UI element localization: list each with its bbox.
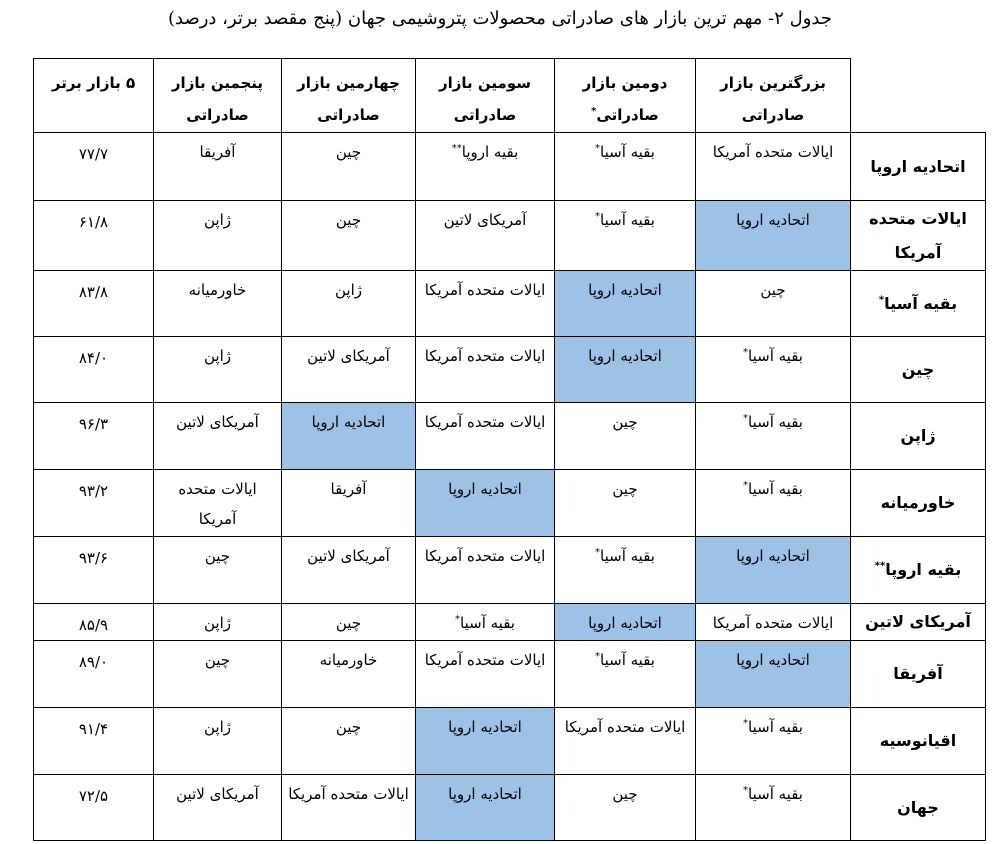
cell-second-market: اتحادیه اروپا [555, 271, 696, 337]
cell-largest-market: ایالات متحده آمریکا [696, 133, 851, 201]
table-row [34, 537, 986, 604]
cell-fifth-market: ژاپن [154, 708, 282, 775]
cell-top5-share: ۸۳/۸ [34, 271, 154, 337]
header-fourth-market: چهارمین بازار صادراتی [282, 59, 416, 133]
table-row [34, 604, 986, 641]
header-row [34, 59, 986, 133]
cell-third-market: ایالات متحده آمریکا [416, 537, 555, 604]
table-row [34, 133, 986, 201]
table-row [34, 641, 986, 708]
cell-third-market: ایالات متحده آمریکا [416, 337, 555, 403]
cell-largest-market: چین [696, 271, 851, 337]
cell-second-market: بقیه آسیا* [555, 641, 696, 708]
cell-fifth-market: ژاپن [154, 604, 282, 641]
table-caption: جدول ۲- مهم ترین بازار های صادراتی محصولات پتروشیمی جهان (پنج مقصد برتر، درصد) [167, 8, 833, 29]
cell-fifth-market: آمریکای لاتین [154, 403, 282, 470]
cell-third-market: ایالات متحده آمریکا [416, 641, 555, 708]
cell-second-market: اتحادیه اروپا [555, 337, 696, 403]
cell-largest-market: اتحادیه اروپا [696, 201, 851, 271]
cell-fourth-market: ژاپن [282, 271, 416, 337]
cell-second-market: بقیه آسیا* [555, 537, 696, 604]
table-row [34, 403, 986, 470]
cell-third-market: آمریکای لاتین [416, 201, 555, 271]
cell-fifth-market: چین [154, 537, 282, 604]
cell-fourth-market: چین [282, 604, 416, 641]
row-label: بقیه آسیا* [851, 271, 986, 337]
cell-second-market: ایالات متحده آمریکا [555, 708, 696, 775]
row-label: آمریکای لاتین [851, 604, 986, 641]
row-label: بقیه اروپا** [851, 537, 986, 604]
cell-third-market: بقیه اروپا** [416, 133, 555, 201]
cell-largest-market: بقیه آسیا* [696, 708, 851, 775]
cell-top5-share: ۹۱/۴ [34, 708, 154, 775]
cell-top5-share: ۸۹/۰ [34, 641, 154, 708]
cell-fourth-market: آمریکای لاتین [282, 537, 416, 604]
cell-fifth-market: آمریکای لاتین [154, 775, 282, 841]
cell-largest-market: اتحادیه اروپا [696, 537, 851, 604]
table-row [34, 201, 986, 271]
row-label: چین [851, 337, 986, 403]
cell-largest-market: بقیه آسیا* [696, 403, 851, 470]
cell-fifth-market: آفریقا [154, 133, 282, 201]
cell-fourth-market: اتحادیه اروپا [282, 403, 416, 470]
cell-largest-market: اتحادیه اروپا [696, 641, 851, 708]
header-second-market: دومین بازار صادراتی* [555, 59, 696, 133]
header-fifth-market: پنجمین بازار صادراتی [154, 59, 282, 133]
table-row [34, 775, 986, 841]
header-largest-market: بزرگترین بازار صادراتی [696, 59, 851, 133]
cell-second-market: چین [555, 775, 696, 841]
cell-fifth-market: خاورمیانه [154, 271, 282, 337]
table-row [34, 708, 986, 775]
cell-third-market: ایالات متحده آمریکا [416, 271, 555, 337]
row-label: ژاپن [851, 403, 986, 470]
cell-third-market: اتحادیه اروپا [416, 708, 555, 775]
cell-fourth-market: چین [282, 708, 416, 775]
cell-fourth-market: چین [282, 201, 416, 271]
cell-second-market: بقیه آسیا* [555, 133, 696, 201]
cell-top5-share: ۹۶/۳ [34, 403, 154, 470]
cell-second-market: بقیه آسیا* [555, 201, 696, 271]
cell-fifth-market: ژاپن [154, 201, 282, 271]
header-top5: ۵ بازار برتر [34, 59, 154, 133]
cell-fifth-market: چین [154, 641, 282, 708]
row-label: ایالات متحده آمریکا [851, 201, 986, 271]
cell-third-market: اتحادیه اروپا [416, 470, 555, 537]
row-label: اقیانوسیه [851, 708, 986, 775]
cell-top5-share: ۶۱/۸ [34, 201, 154, 271]
table-row [34, 271, 986, 337]
cell-largest-market: بقیه آسیا* [696, 337, 851, 403]
cell-second-market: چین [555, 403, 696, 470]
row-label: اتحادیه اروپا [851, 133, 986, 201]
table-row [34, 470, 986, 537]
cell-fourth-market: آفریقا [282, 470, 416, 537]
cell-top5-share: ۹۳/۲ [34, 470, 154, 537]
export-markets-table [33, 58, 986, 841]
cell-fourth-market: آمریکای لاتین [282, 337, 416, 403]
cell-second-market: اتحادیه اروپا [555, 604, 696, 641]
cell-fifth-market: ایالات متحده آمریکا [154, 470, 282, 537]
header-third-market: سومین بازار صادراتی [416, 59, 555, 133]
cell-fourth-market: ایالات متحده آمریکا [282, 775, 416, 841]
cell-top5-share: ۷۷/۷ [34, 133, 154, 201]
header-corner [851, 59, 986, 133]
row-label: جهان [851, 775, 986, 841]
cell-largest-market: ایالات متحده آمریکا [696, 604, 851, 641]
cell-third-market: بقیه آسیا* [416, 604, 555, 641]
cell-top5-share: ۹۳/۶ [34, 537, 154, 604]
cell-top5-share: ۷۲/۵ [34, 775, 154, 841]
cell-fifth-market: ژاپن [154, 337, 282, 403]
row-label: خاورمیانه [851, 470, 986, 537]
cell-fourth-market: چین [282, 133, 416, 201]
cell-second-market: چین [555, 470, 696, 537]
cell-top5-share: ۸۵/۹ [34, 604, 154, 641]
cell-largest-market: بقیه آسیا* [696, 470, 851, 537]
cell-third-market: اتحادیه اروپا [416, 775, 555, 841]
cell-top5-share: ۸۴/۰ [34, 337, 154, 403]
cell-fourth-market: خاورمیانه [282, 641, 416, 708]
table-row [34, 337, 986, 403]
cell-third-market: ایالات متحده آمریکا [416, 403, 555, 470]
row-label: آفریقا [851, 641, 986, 708]
cell-largest-market: بقیه آسیا* [696, 775, 851, 841]
